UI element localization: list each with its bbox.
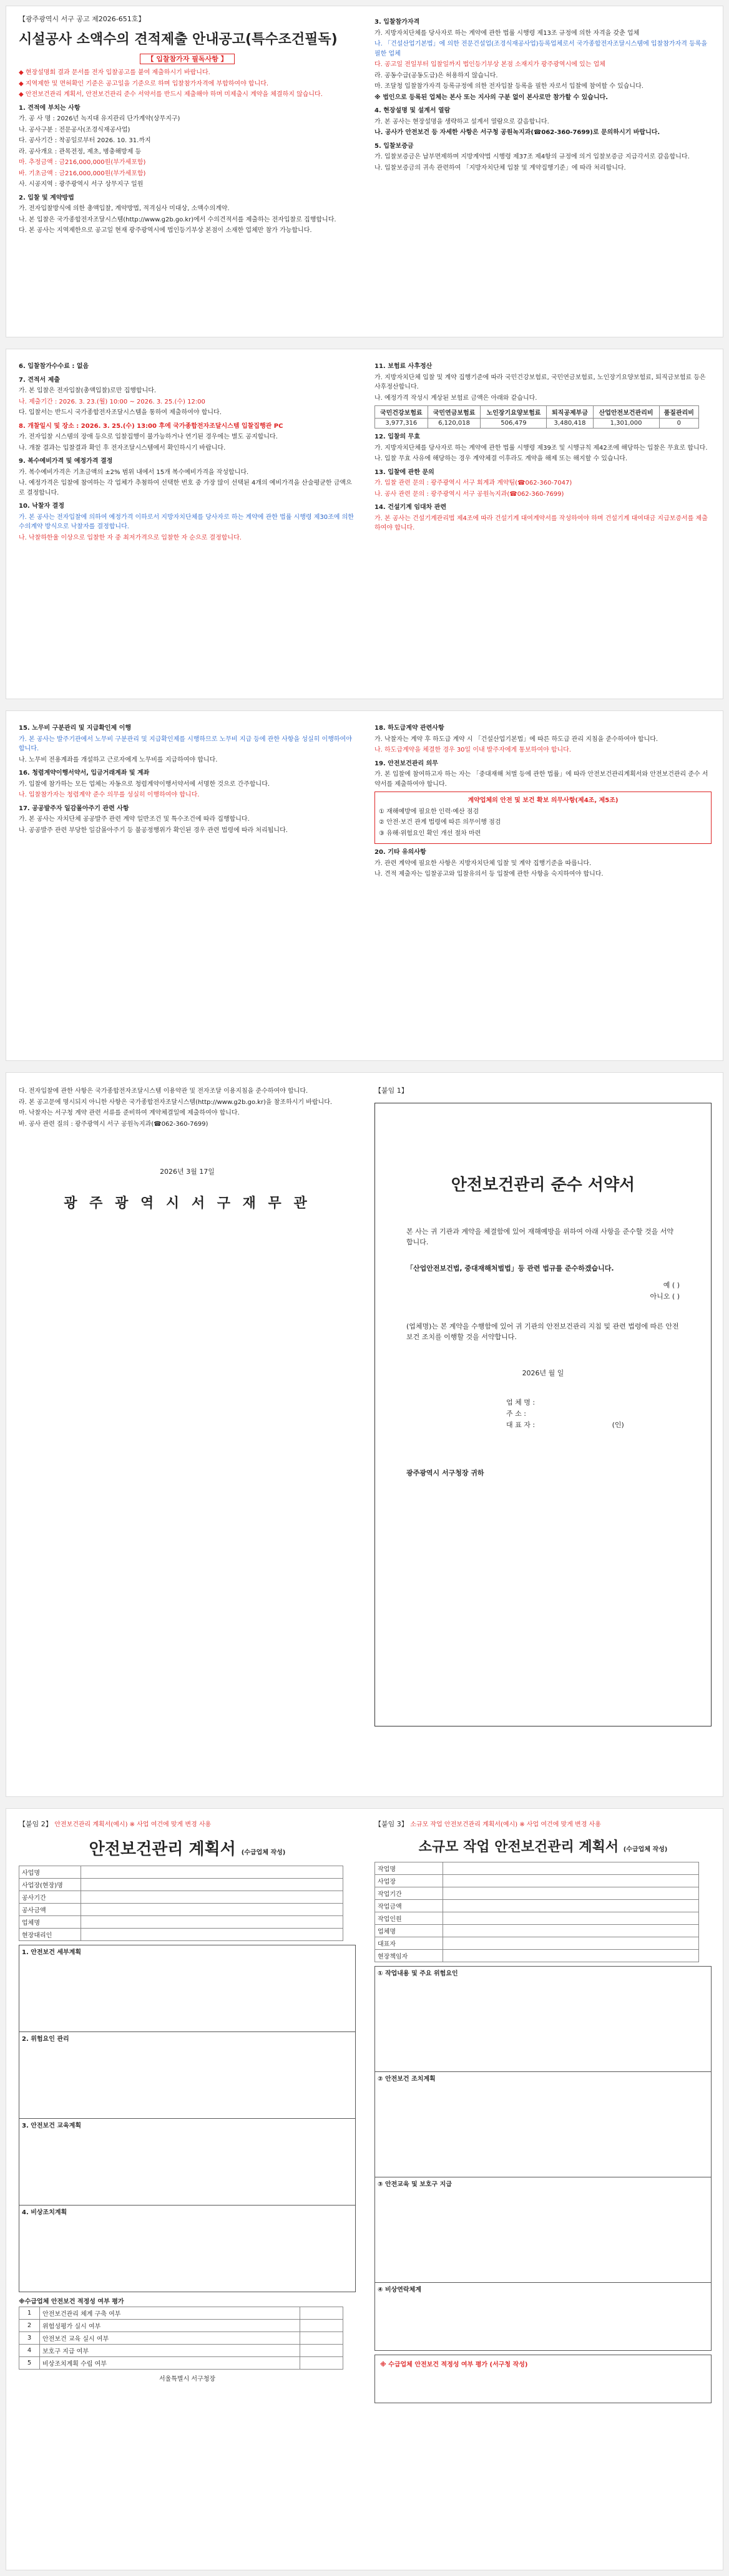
- insurance-table: [374, 405, 699, 429]
- page-5-right-column: [374, 1809, 712, 2570]
- eval-check[interactable]: [300, 2320, 343, 2332]
- section-12-title: 12. 입찰의 무효: [374, 433, 420, 440]
- appendix-note: 안전보건관리 계획서(예시) ※ 사업 여건에 맞게 변경 사용: [54, 1821, 212, 1828]
- plan-section-title: ③ 안전교육 및 보호구 지급: [378, 2181, 452, 2188]
- row-value[interactable]: [443, 1912, 699, 1924]
- section-5-title: 5. 입찰보증금: [374, 142, 414, 150]
- eval-check[interactable]: [300, 2357, 343, 2370]
- section-18-title: 18. 하도급계약 관련사항: [374, 725, 444, 732]
- row-value[interactable]: [443, 1899, 699, 1912]
- plan-section: [19, 1945, 356, 2032]
- pledge-body-1: 본 사는 귀 기관과 계약을 체결함에 있어 재해예방을 위하여 아래 사항을 준수할 것을 서약합니다.: [406, 1227, 673, 1247]
- evaluation-title: ※수급업체 안전보건 적정성 여부 평가: [19, 2298, 124, 2305]
- pledge-options: [406, 1280, 680, 1302]
- pledge-date: 2026년 월 일: [522, 1368, 564, 1377]
- pledge-form: [374, 1103, 712, 1726]
- eval-item: 보호구 지급 여부: [40, 2345, 300, 2357]
- row-label: 작업명: [375, 1862, 443, 1874]
- row-label: 작업금액: [375, 1899, 443, 1912]
- form-subtitle: (수급업체 작성): [623, 1846, 668, 1853]
- plan-section-title: 2. 위험요인 관리: [22, 2035, 69, 2043]
- table-cell: 0: [659, 419, 698, 429]
- row-value[interactable]: [81, 1866, 343, 1878]
- table-header: 노인장기요양보험료: [481, 406, 547, 419]
- form-title-text: 안전보건관리 계획서: [89, 1839, 236, 1859]
- page-4-right-column: [374, 1073, 712, 1796]
- section-8-body: [19, 432, 356, 453]
- list-item: 나. 입찰보증금의 귀속 관련하여 「지방자치단체 입찰 및 계약집행기준」에 따라 처리합니다.: [374, 164, 626, 172]
- row-value[interactable]: [443, 1937, 699, 1949]
- small-plan-evaluation: ※ 수급업체 안전보건 적정성 여부 평가 (서구청 작성): [374, 2355, 712, 2403]
- row-value[interactable]: [443, 1887, 699, 1899]
- list-item: 라. 본 공고문에 명시되지 아니한 사항은 국가종합전자조달시스템(http://www.g2b.go.kr)을 참조하시기 바랍니다.: [19, 1098, 333, 1106]
- table-header: 퇴직공제부금: [547, 406, 593, 419]
- row-label: 업체명: [19, 1915, 81, 1928]
- section-17-body: [19, 815, 356, 835]
- list-item: 가. 공 사 명 : 2026년 녹지대 유지관리 단가계약(상무지구): [19, 115, 180, 123]
- list-item: 마. 조달청 입찰참가자격 등록규정에 의한 전자입찰 등록을 필한 자로서 입찰에 참여할 수 있습니다.: [374, 83, 643, 90]
- notice-number: 【광주광역시 서구 공고 제2026-651호】: [19, 15, 145, 23]
- appendix-label-text: 【붙임 2】: [19, 1820, 52, 1828]
- safety-plan-table: [19, 1866, 343, 1941]
- section-note: ※ 법인으로 등록된 업체는 본사 또는 지사의 구분 없이 본사로만 참가할 수 있습니다.: [374, 94, 609, 101]
- row-value[interactable]: [443, 1949, 699, 1962]
- form-footer: 서울특별시 서구청장: [159, 2376, 216, 2383]
- bullet-item: ◆ 지역제한 및 면허확인 기준은 공고일을 기준으로 하며 입찰참가자격에 부합하여야 합니다.: [19, 80, 269, 87]
- section-14-title: 14. 건설기계 임대차 관련: [374, 504, 447, 511]
- row-label: 업체명: [375, 1924, 443, 1937]
- list-item: 나. 공사구분 : 전문공사(조경식재공사업): [19, 126, 130, 133]
- list-item: 가. 전자입찰방식에 의한 총액입찰, 계약방법, 적격심사 미대상, 소액수의계약.: [19, 205, 230, 213]
- section-16-title: 16. 청렴계약이행서약서, 입금거래계좌 및 계좌: [19, 770, 150, 777]
- section-9-body: [19, 468, 356, 498]
- list-item: 나. 하도급계약을 체결한 경우 30일 이내 발주자에게 통보하여야 합니다.: [374, 747, 571, 753]
- plan-section-title: 1. 안전보건 세부계획: [22, 1949, 81, 1956]
- page-1-left-column: [19, 6, 356, 337]
- list-item: 가. 입찰보증금은 납부면제하며 지방계약법 시행령 제37조 제4항의 규정에 의거 입찰보증금 지급각서로 갈음합니다.: [374, 153, 690, 160]
- section-2-title: 2. 입찰 및 계약방법: [19, 194, 74, 201]
- list-item: 가. 지방자치단체를 당사자로 하는 계약에 관한 법률 시행령 제39조 및 시행규칙 제42조에 해당하는 입찰은 무효로 합니다.: [374, 444, 708, 452]
- list-item: 바. 기초금액 : 금216,000,000원(부가세포함): [19, 170, 146, 177]
- list-item: 다. 공고일 전일부터 입찰일까지 법인등기부상 본점 소재지가 광주광역시에 있는 업체: [374, 61, 605, 68]
- list-item: 나. 낙찰하한율 이상으로 입찰한 자 중 최저가격으로 입찰한 자 순으로 결정합니다.: [19, 534, 242, 541]
- small-plan-table: [374, 1862, 699, 1962]
- section-20-body: [374, 859, 712, 879]
- list-item: 가. 본 공사는 현장설명을 생략하고 설계서 열람으로 갈음합니다.: [374, 118, 549, 125]
- section-2-body: [19, 204, 356, 236]
- form-subtitle: (수급업체 작성): [241, 1849, 286, 1856]
- appendix-label: 【붙임 1】: [374, 1087, 408, 1095]
- section-3-title: 3. 입찰참가자격: [374, 19, 420, 26]
- list-item: ① 재해예방에 필요한 인력·예산 점검: [379, 808, 479, 815]
- list-item: 나. 공공발주 관련 부당한 일감몰아주기 등 불공정행위가 확인된 경우 관련 법령에 따라 처리됩니다.: [19, 826, 288, 834]
- list-item: 가. 본 공사는 자치단체 공공발주 관련 계약 일반조건 및 특수조건에 따라 집행합니다.: [19, 816, 250, 823]
- section-4-body: [374, 117, 712, 138]
- eval-check[interactable]: [300, 2307, 343, 2320]
- section-7-title: 7. 견적서 제출: [19, 376, 61, 384]
- section-13-title: 13. 입찰에 관한 문의: [374, 468, 434, 476]
- bullet-item: ◆ 현장설명회 결과 문서를 전자 입찰공고를 붙여 제출하시기 바랍니다.: [19, 69, 210, 77]
- section-11-body: [374, 373, 712, 404]
- section-9-title: 9. 복수예비가격 및 예정가격 결정: [19, 458, 113, 465]
- page-2: [6, 349, 723, 699]
- section-19-body: [374, 770, 712, 789]
- notice-badge: 【 입찰참가자 필독사항 】: [140, 54, 234, 64]
- form-title-text: 소규모 작업 안전보건관리 계획서: [418, 1839, 619, 1855]
- section-14-body: [374, 514, 712, 533]
- notice-bullets: [19, 68, 356, 100]
- list-item: 가. 관련 계약에 필요한 사항은 지방자치단체 입찰 및 계약 집행기준을 따릅니다.: [374, 859, 592, 867]
- page-2-right-column: [374, 349, 712, 699]
- list-item: 사. 시공지역 : 광주광역시 서구 상무지구 일원: [19, 181, 144, 188]
- row-value[interactable]: [81, 1928, 343, 1940]
- list-item: 바. 공사 관련 질의 : 광주광역시 서구 공원녹지과(☎062-360-7699): [19, 1120, 208, 1128]
- eval-check[interactable]: [300, 2345, 343, 2357]
- list-item: 마. 낙찰자는 서구청 계약 관련 서류를 준비하여 계약체결일에 제출하여야 합니다.: [19, 1110, 240, 1116]
- row-value[interactable]: [81, 1903, 343, 1915]
- signature-mark: (인): [612, 1420, 624, 1429]
- section-4-title: 4. 현장설명 및 설계서 열람: [374, 107, 451, 114]
- list-item: 나. 입찰참가자는 청렴계약 준수 의무를 성실히 이행하여야 합니다.: [19, 792, 200, 798]
- list-item: 가. 본 입찰은 전자입찰(총액입찰)로만 집행합니다.: [19, 387, 157, 394]
- appendix-note: 소규모 작업 안전보건관리 계획서(예시) ※ 사업 여건에 맞게 변경 사용: [410, 1821, 601, 1828]
- plan-section: [19, 2032, 356, 2119]
- section-1-title: 1. 견적에 부치는 사항: [19, 104, 81, 112]
- list-item: 가. 본 공사는 건설기계관리법 제4조에 따라 건설기계 대여계약서를 작성하여야 하며 건설기계 대여대금 지급보증서를 제출하여야 합니다.: [374, 515, 708, 531]
- section-17-title: 17. 공공발주자 일감몰아주기 관련 사항: [19, 805, 129, 812]
- row-value[interactable]: [443, 1924, 699, 1937]
- row-label: 대표자: [375, 1937, 443, 1949]
- section-15-title: 15. 노무비 구분관리 및 지급확인제 이행: [19, 725, 132, 732]
- section-20-title: 20. 기타 유의사항: [374, 849, 426, 856]
- page-4: [6, 1073, 723, 1796]
- row-label: 사업장(현장)명: [19, 1878, 81, 1891]
- row-value[interactable]: [81, 1878, 343, 1891]
- table-cell: 3,480,418: [547, 419, 593, 429]
- page-1-right-column: [374, 6, 712, 337]
- plan-section: [374, 1966, 712, 2072]
- appendix-label-text: 【붙임 3】: [374, 1820, 408, 1828]
- row-value[interactable]: [443, 1874, 699, 1887]
- plan-section-title: 4. 비상조치계획: [22, 2209, 67, 2216]
- section-16-body: [19, 780, 356, 800]
- list-item: 나. 개찰 결과는 입찰결과 확인 후 전자조달시스템에서 확인하시기 바랍니다.: [19, 444, 226, 452]
- row-label: 공사금액: [19, 1903, 81, 1915]
- pledge-no[interactable]: 아니오 ( ): [650, 1292, 680, 1300]
- row-label: 공사기간: [19, 1891, 81, 1903]
- plan-section: [374, 2072, 712, 2177]
- page-4-left-column: [19, 1073, 356, 1796]
- row-label: 작업인원: [375, 1912, 443, 1924]
- list-item: 다. 전자입찰에 관한 사항은 국가종합전자조달시스템 이용약관 및 전자조달 이용지침을 준수하여야 합니다.: [19, 1088, 308, 1095]
- table-cell: 6,120,018: [428, 419, 481, 429]
- safety-plan-sections: [19, 1945, 356, 2292]
- page-3-right-column: [374, 711, 712, 1060]
- plan-section-title: ④ 비상연락체계: [378, 2286, 421, 2293]
- section-5-body: [374, 152, 712, 173]
- list-item: 마. 추정금액 : 금216,000,000원(부가세포함): [19, 159, 146, 167]
- list-item: 다. 입찰서는 반드시 국가종합전자조달시스템을 통하여 제출하여야 합니다.: [19, 409, 222, 416]
- table-header: 국민연금보험료: [428, 406, 481, 419]
- table-cell: 1,301,000: [593, 419, 659, 429]
- plan-section: [374, 2283, 712, 2351]
- section-19-title: 19. 안전보건관리 의무: [374, 760, 438, 767]
- list-item: ② 안전·보건 관계 법령에 따른 의무이행 점검: [379, 819, 501, 826]
- row-label: 현장대리인: [19, 1928, 81, 1940]
- row-value[interactable]: [81, 1891, 343, 1903]
- list-item: 나. 예정가격 작성시 계상된 보험료 금액은 아래와 같습니다.: [374, 394, 537, 402]
- list-item: 나. 제출기간 : 2026. 3. 23.(월) 10:00 ~ 2026. 3. 25.(수) 12:00: [19, 398, 205, 405]
- small-safety-plan-title: [374, 1836, 712, 1856]
- list-item: 나. 공사 관련 문의 : 광주광역시 서구 공원녹지과(☎062-360-7699): [374, 490, 564, 498]
- table-cell: 506,479: [481, 419, 547, 429]
- safety-plan-title: [19, 1836, 356, 1859]
- eval-item: 위험성평가 실시 여부: [40, 2320, 300, 2332]
- pledge-recipient: 광주광역시 서구청장 귀하: [406, 1469, 484, 1478]
- table-header: 품질관리비: [659, 406, 698, 419]
- list-item: 가. 지방자치단체를 당사자로 하는 계약에 관한 법률 시행령 제13조 규정에 의한 자격을 갖춘 업체: [374, 29, 640, 37]
- page-title: 시설공사 소액수의 견적제출 안내공고(특수조건필독): [19, 31, 338, 47]
- plan-section: [19, 2119, 356, 2206]
- pledge-field-label: 대 표 자 :: [506, 1420, 536, 1429]
- evaluation-table: 1 안전보건관리 체계 구축 여부 2 위험성평가 실시 여부 3 안전보건 교육 실시 여부 4 보호구 지급 여부 5 비상조치계획 수립 여부: [19, 2307, 343, 2370]
- list-item: 나. 예정가격은 입찰에 참여하는 각 업체가 추첨하여 선택한 번호 중 가장 많이 선택된 4개의 예비가격을 산술평균한 금액으로 결정합니다.: [19, 480, 352, 496]
- pledge-title: 안전보건관리 준수 서약서: [451, 1175, 635, 1194]
- remaining-items: [19, 1087, 356, 1129]
- list-item: 다. 본 공사는 지역제한으로 공고일 현재 광주광역시에 법인등기부상 본점이 소재한 업체만 참가 가능합니다.: [19, 227, 312, 235]
- list-item: 가. 본 공사는 전자입찰에 의하여 예정가격 이하로서 지방자치단체를 당사자로 하는 계약에 관한 법률 시행령 제30조에 의한 수의계약 방식으로 낙찰자를 결정합니다.: [19, 513, 354, 530]
- bullet-item: ◆ 안전보건관리 계획서, 안전보건관리 준수 서약서를 반드시 제출해야 하며 미제출시 계약을 체결하지 않습니다.: [19, 91, 323, 99]
- table-cell: 3,977,316: [375, 419, 428, 429]
- row-label: 현장책임자: [375, 1949, 443, 1962]
- list-item: 나. 노무비 전용계좌를 개설하고 근로자에게 노무비를 지급하여야 합니다.: [19, 756, 218, 763]
- list-item: 가. 복수예비가격은 기초금액의 ±2% 범위 내에서 15개 복수예비가격을 작성합니다.: [19, 468, 249, 476]
- safety-duty-box: [374, 792, 712, 844]
- section-13-body: [374, 478, 712, 499]
- list-item: 다. 공사기간 : 착공일로부터 2026. 10. 31.까지: [19, 137, 151, 145]
- list-item: 가. 본 입찰에 참여하고자 하는 자는 「중대재해 처벌 등에 관한 법률」에 따라 안전보건관리계획서와 안전보건관리 준수 서약서를 제출하여야 합니다.: [374, 771, 708, 788]
- plan-section-title: ① 작업내용 및 주요 위험요인: [378, 1970, 458, 1977]
- list-item: 나. 「건설산업기본법」에 의한 전문건설업(조경식재공사업)등록업체로서 국가종합전자조달시스템에 입찰참가자격 등록을 필한 업체: [374, 41, 708, 57]
- section-7-body: [19, 386, 356, 418]
- table-header: 국민건강보험료: [375, 406, 428, 419]
- box-title: 계약업체의 안전 및 보건 확보 의무사항(제4조, 제5조): [467, 797, 619, 804]
- section-18-body: [374, 735, 712, 755]
- section-3-body: [374, 29, 712, 103]
- page-3: [6, 711, 723, 1060]
- eval-check[interactable]: [300, 2332, 343, 2345]
- page-5: [6, 1809, 723, 2570]
- pledge-field: 업 체 명 :: [506, 1398, 536, 1407]
- page-5-left-column: [19, 1809, 356, 2570]
- notice-date: 2026년 3월 17일: [160, 1168, 215, 1176]
- list-item: 나. 공사가 안전보건 등 자세한 사항은 서구청 공원녹지과(☎062-360-7699)로 문의하시기 바랍니다.: [374, 129, 660, 136]
- list-item: 가. 전자입찰 시스템의 장애 등으로 입찰집행이 불가능하거나 연기된 경우에는 별도 공지합니다.: [19, 433, 278, 440]
- section-6-title: 6. 입찰참가수수료 : 없음: [19, 363, 89, 370]
- row-value[interactable]: [81, 1915, 343, 1928]
- eval-item: 안전보건 교육 실시 여부: [40, 2332, 300, 2345]
- list-item: 가. 지방자치단체 입찰 및 계약 집행기준에 따라 국민건강보험료, 국민연금보험료, 노인장기요양보험료, 퇴직금보험료 등은 사후정산합니다.: [374, 374, 706, 390]
- list-item: 나. 견적 제출자는 입찰공고와 입찰유의서 등 입찰에 관한 사항을 숙지하여야 합니다.: [374, 871, 604, 878]
- table-header: 산업안전보건관리비: [593, 406, 659, 419]
- list-item: 가. 입찰 관련 문의 : 광주광역시 서구 회계과 계약팀(☎062-360-7047): [374, 480, 572, 487]
- plan-section-title: 3. 안전보건 교육계획: [22, 2122, 81, 2129]
- list-item: 가. 본 공사는 발주기관에서 노무비 구분관리 및 지급확인제를 시행하므로 노무비 지급 등에 관한 사항을 성실히 이행하여야 합니다.: [19, 735, 352, 752]
- row-label: 작업기간: [375, 1887, 443, 1899]
- small-plan-sections: [374, 1966, 712, 2351]
- plan-section: [374, 2177, 712, 2283]
- pledge-body-2: (업체명)는 본 계약을 수행함에 있어 귀 기관의 안전보건관리 지침 및 관련 법령에 따른 안전보건 조치를 이행할 것을 서약합니다.: [406, 1322, 679, 1342]
- list-item: ③ 유해·위험요인 확인 개선 절차 마련: [379, 830, 481, 837]
- pledge-fields: [506, 1397, 680, 1430]
- row-label: 사업명: [19, 1866, 81, 1878]
- list-item: 가. 입찰에 참가하는 모든 업체는 자동으로 청렴계약이행서약서에 서명한 것으로 간주합니다.: [19, 780, 270, 788]
- list-item: 라. 공동수급(공동도급)은 허용하지 않습니다.: [374, 72, 498, 79]
- pledge-field: [506, 1420, 680, 1431]
- section-15-body: [19, 735, 356, 765]
- section-10-body: [19, 513, 356, 543]
- eval-item: 비상조치계획 수립 여부: [40, 2357, 300, 2370]
- plan-section: [19, 2206, 356, 2292]
- section-1-body: [19, 114, 356, 190]
- page-3-left-column: [19, 711, 356, 1060]
- pledge-field: 주 소 :: [506, 1409, 526, 1418]
- pledge-yes[interactable]: 예 ( ): [663, 1281, 680, 1290]
- row-label: 사업장: [375, 1874, 443, 1887]
- row-value[interactable]: [443, 1862, 699, 1874]
- appendix-2-label: [19, 1819, 356, 1830]
- list-item: 라. 공사개요 : 관목전정, 제초, 병충해방제 등: [19, 148, 142, 155]
- list-item: 가. 낙찰자는 계약 후 하도급 계약 시 「건설산업기본법」에 따른 하도급 관리 지침을 준수하여야 합니다.: [374, 735, 658, 743]
- plan-section-title: ② 안전보건 조치계획: [378, 2075, 436, 2083]
- section-11-title: 11. 보험료 사후정산: [374, 363, 433, 370]
- appendix-3-label: [374, 1819, 712, 1830]
- pledge-law: 「산업안전보건법, 중대재해처벌법」등 관련 법규를 준수하겠습니다.: [406, 1264, 614, 1272]
- list-item: 나. 본 입찰은 국가종합전자조달시스템(http://www.g2b.go.kr)에서 수의견적서를 제출하는 전자입찰로 집행합니다.: [19, 216, 336, 223]
- issuer-name: 광 주 광 역 시 서 구 재 무 관: [64, 1195, 311, 1211]
- section-12-body: [374, 443, 712, 464]
- page-2-left-column: [19, 349, 356, 699]
- section-10-title: 10. 낙찰자 결정: [19, 503, 64, 510]
- eval-item: 안전보건관리 체계 구축 여부: [40, 2307, 300, 2320]
- list-item: 나. 입찰 무효 사유에 해당하는 경우 계약체결 이후라도 계약을 해제 또는 해지할 수 있습니다.: [374, 455, 628, 462]
- page-1: [6, 6, 723, 337]
- section-8-title: 8. 개찰일시 및 장소 : 2026. 3. 25.(수) 13:00 후에 국가종합전자조달시스템 입찰집행관 PC: [19, 422, 283, 430]
